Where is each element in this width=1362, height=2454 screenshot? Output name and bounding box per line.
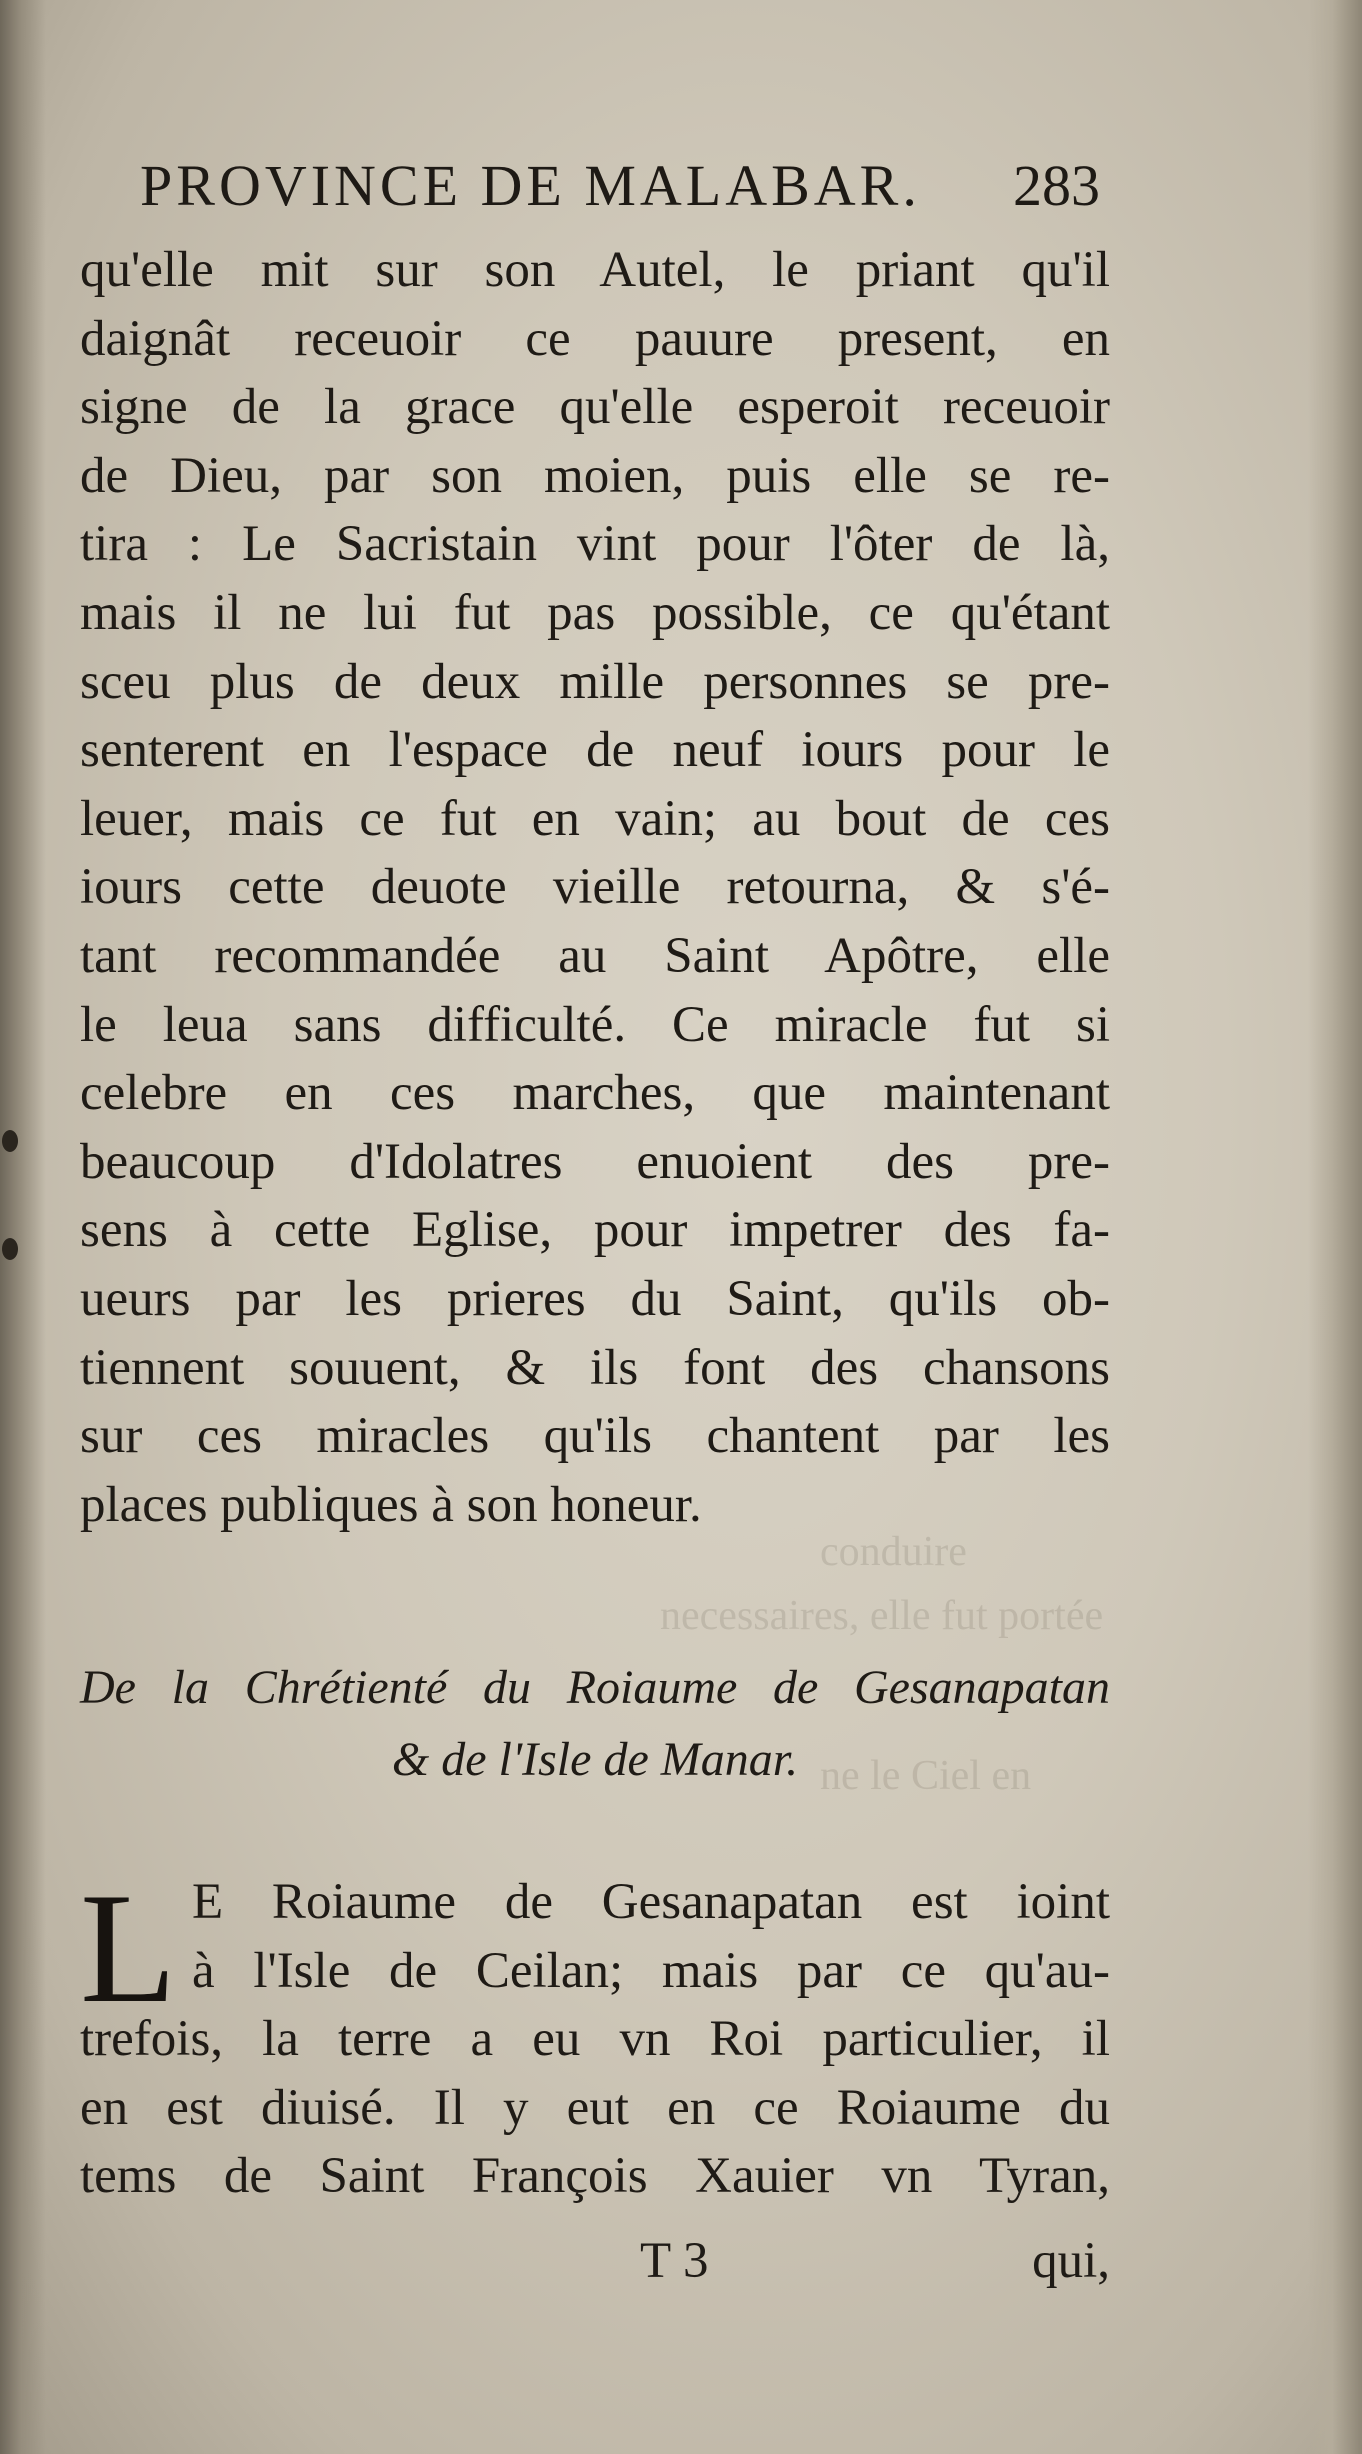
text-line: E Roiaume de Gesanapatan est ioint bbox=[192, 1874, 1110, 1930]
text-line: places publiques à son honeur. bbox=[80, 1476, 702, 1533]
text-line: qu'elle mit sur son Autel, le priant qu'il bbox=[80, 242, 1110, 298]
running-head-title: PROVINCE DE MALABAR. bbox=[140, 153, 921, 218]
text-line: daignât receuoir ce pauure present, en bbox=[80, 310, 1110, 367]
catchword: qui, bbox=[1032, 2233, 1110, 2289]
show-through-text: necessaires, elle fut portée bbox=[660, 1593, 1104, 1639]
text-line: de Dieu, par son moien, puis elle se re- bbox=[80, 447, 1110, 504]
page-edge bbox=[1308, 0, 1362, 2454]
text-line: tira : Le Sacristain vint pour l'ôter de là, bbox=[80, 516, 1110, 573]
text-line: sens à cette Eglise, pour impetrer des fa- bbox=[80, 1202, 1110, 1259]
paragraph-miracle bbox=[80, 236, 1110, 1539]
text-line: à l'Isle de Ceilan; mais par ce qu'au- bbox=[192, 1942, 1110, 1999]
running-head bbox=[140, 152, 1100, 219]
text-line: tant recommandée au Saint Apôtre, elle bbox=[80, 927, 1110, 984]
text-line: le leua sans difficulté. Ce miracle fut si bbox=[80, 996, 1110, 1053]
text-line: mais il ne lui fut pas possible, ce qu'étant bbox=[80, 584, 1110, 641]
text-line: iours cette deuote vieille retourna, & s'é- bbox=[80, 859, 1110, 916]
section-heading bbox=[80, 1652, 1110, 1796]
text-line: tiennent souuent, & ils font des chansons bbox=[80, 1339, 1110, 1396]
show-through-text: ne le Ciel en bbox=[820, 1753, 1032, 1799]
page-number: 283 bbox=[1013, 153, 1100, 218]
show-through-text: conduire bbox=[820, 1529, 967, 1575]
text-line: leuer, mais ce fut en vain; au bout de ces bbox=[80, 790, 1110, 847]
signature-mark: T 3 bbox=[640, 2233, 709, 2289]
text-line: trefois, la terre a eu vn Roi particulier, il bbox=[80, 2011, 1110, 2068]
page-footer bbox=[80, 2226, 1110, 2296]
text-line: tems de Saint François Xauier vn Tyran, bbox=[80, 2148, 1110, 2205]
section-heading-line: & de l'Isle de Manar. bbox=[391, 1733, 799, 1786]
section-heading-line: De la Chrétienté du Roiaume de Gesanapatan bbox=[80, 1661, 1110, 1714]
binding-gutter bbox=[0, 0, 46, 2454]
text-line: sur ces miracles qu'ils chantent par les bbox=[80, 1408, 1110, 1465]
paragraph-gesanapatan bbox=[80, 1861, 1110, 2211]
text-line: signe de la grace qu'elle esperoit receuoir bbox=[80, 379, 1110, 436]
text-line: celebre en ces marches, que maintenant bbox=[80, 1065, 1110, 1122]
binding-hole bbox=[2, 1238, 18, 1260]
text-line: ueurs par les prieres du Saint, qu'ils ob- bbox=[80, 1270, 1110, 1327]
text-line: senterent en l'espace de neuf iours pour le bbox=[80, 722, 1110, 779]
text-line: beaucoup d'Idolatres enuoient des pre- bbox=[80, 1133, 1110, 1190]
binding-hole bbox=[2, 1130, 18, 1152]
text-line: en est diuisé. Il y eut en ce Roiaume du bbox=[80, 2079, 1110, 2136]
drop-cap: L bbox=[80, 1861, 177, 2036]
text-line: sceu plus de deux mille personnes se pre- bbox=[80, 653, 1110, 710]
